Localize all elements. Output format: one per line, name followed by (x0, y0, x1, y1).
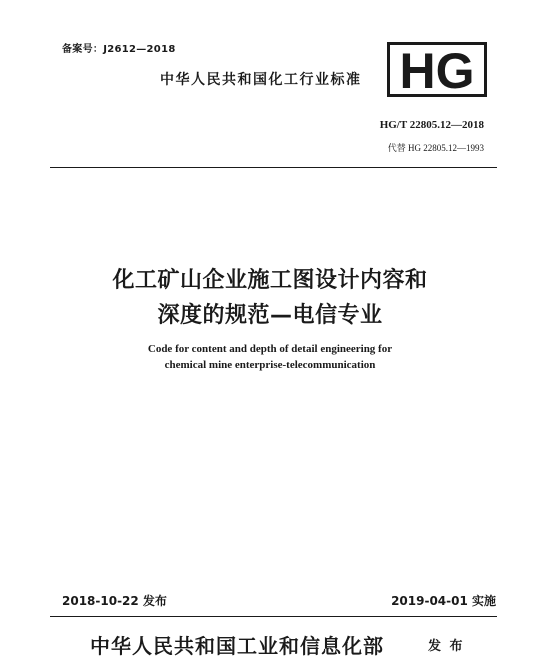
title-zh-line2: 深度的规范—电信专业 (157, 303, 383, 328)
hg-logo (387, 42, 487, 97)
bottom-divider (50, 616, 497, 617)
record-number: 备案号：J2612—2018 (62, 44, 176, 55)
industry-standard-title: 中华人民共和国化工行业标准 (160, 72, 362, 88)
implementation-date: 2019-04-01 实施 (391, 594, 496, 608)
issue-date: 2018-10-22 发布 (62, 594, 167, 608)
standard-number: HG/T 22805.12—2018 (379, 119, 484, 131)
title-zh-line1: 化工矿山企业施工图设计内容和 (112, 268, 428, 293)
publisher: 中华人民共和国工业和信息化部 (90, 634, 384, 658)
top-divider (50, 167, 497, 168)
title-en-line1: Code for content and depth of detail engineering for (147, 343, 393, 355)
logo-text: HG (399, 43, 475, 97)
title-en-line2: chemical mine enterprise-telecommunication (164, 359, 376, 371)
replaces-standard: 代替 HG 22805.12—1993 (387, 143, 484, 153)
publish-label: 发 布 (428, 639, 465, 654)
